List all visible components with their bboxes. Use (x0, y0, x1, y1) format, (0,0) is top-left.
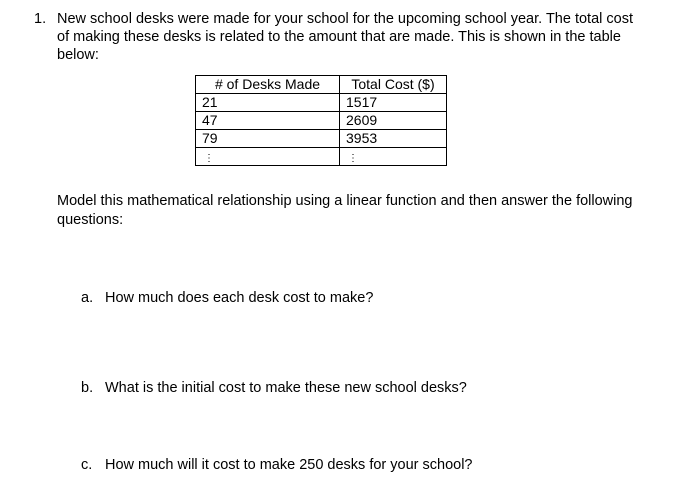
cell-desks: 47 (196, 112, 340, 130)
problem-number: 1. (34, 11, 47, 27)
problem-statement: New school desks were made for your school for the upcoming school year. The total cost of making these desks is related to the amount that are made. This is shown in the table below: (57, 11, 633, 63)
vertical-ellipsis-icon: ⋮ (204, 153, 214, 164)
cell-cost: 2609 (340, 112, 447, 130)
question-letter: b. (81, 380, 94, 396)
question-c (81, 456, 472, 474)
table-row (196, 112, 447, 130)
table-row (196, 148, 447, 166)
cell-cost-ellipsis (340, 148, 447, 166)
data-table (195, 75, 447, 166)
instruction-text: Model this mathematical relationship using a linear function and then answer the following questions: (57, 193, 633, 228)
vertical-ellipsis-icon: ⋮ (348, 153, 358, 164)
cell-cost: 3953 (340, 130, 447, 148)
question-b (81, 379, 467, 397)
cell-desks-ellipsis (196, 148, 340, 166)
question-text: What is the initial cost to make these new school desks? (105, 380, 467, 396)
cell-cost: 1517 (340, 94, 447, 112)
question-text: How much does each desk cost to make? (105, 290, 374, 306)
table-header-row (196, 76, 447, 94)
table-row (196, 130, 447, 148)
cell-desks: 21 (196, 94, 340, 112)
question-letter: a. (81, 290, 94, 306)
header-total-cost: Total Cost ($) (340, 76, 447, 94)
question-letter: c. (81, 457, 93, 473)
header-desks-made: # of Desks Made (196, 76, 340, 94)
cell-desks: 79 (196, 130, 340, 148)
question-text: How much will it cost to make 250 desks for your school? (105, 457, 473, 473)
table-row (196, 94, 447, 112)
question-a (81, 289, 373, 307)
